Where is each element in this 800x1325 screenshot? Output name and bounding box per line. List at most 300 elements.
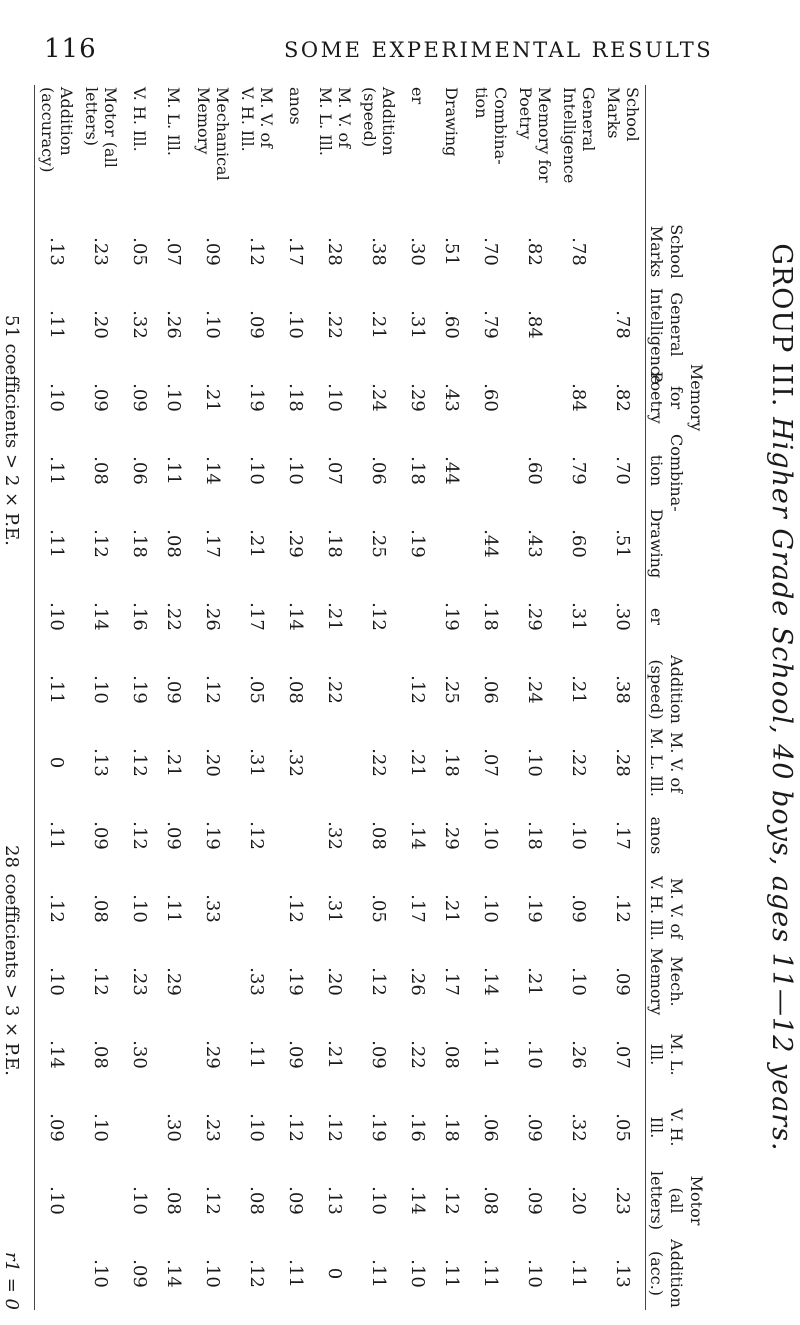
- correlation-cell: .21: [163, 748, 185, 777]
- column-header-line: Intelligence: [647, 288, 666, 385]
- correlation-cell: .05: [612, 1113, 634, 1142]
- correlation-cell: .09: [35, 1091, 80, 1164]
- correlation-cell: .10: [568, 821, 590, 850]
- correlation-cell: .10: [35, 361, 80, 434]
- row-label-line: anos: [286, 87, 306, 125]
- correlation-cell: .08: [441, 1040, 463, 1069]
- column-header: [646, 726, 757, 799]
- correlation-cell: .25: [441, 675, 463, 704]
- column-header: [646, 1237, 757, 1310]
- correlation-cell: .18: [129, 529, 151, 558]
- column-header-line: M. V. of: [667, 877, 686, 940]
- correlation-cell: .29: [407, 383, 429, 412]
- correlation-cell: .30: [163, 1113, 185, 1142]
- correlation-cell: .60: [441, 310, 463, 339]
- correlation-cell: .10: [480, 894, 502, 923]
- correlation-cell: .19: [285, 967, 307, 996]
- row-label: [357, 85, 401, 215]
- table-row: [357, 85, 401, 1310]
- correlation-cell: .08: [90, 456, 112, 485]
- correlation-cell: .10: [324, 383, 346, 412]
- correlation-cell: .09: [129, 383, 151, 412]
- correlation-cell: [235, 872, 279, 945]
- table-row: [279, 85, 313, 1310]
- correlation-cell: .12: [246, 1259, 268, 1288]
- correlation-cell: .12: [368, 602, 390, 631]
- correlation-cell: .08: [246, 1186, 268, 1215]
- correlation-cell: .11: [441, 1259, 463, 1288]
- column-header-line: Poetry: [647, 371, 666, 424]
- correlation-cell: .14: [407, 821, 429, 850]
- correlation-cell: .38: [368, 237, 390, 266]
- correlation-cell: .21: [324, 602, 346, 631]
- running-head: [44, 34, 756, 74]
- correlation-cell: .11: [35, 288, 80, 361]
- column-header: [646, 507, 757, 580]
- column-header-line: letters): [647, 1170, 666, 1230]
- row-label-line: M. V. of: [257, 87, 276, 149]
- correlation-cell: .06: [480, 675, 502, 704]
- correlation-cell: .22: [407, 1040, 429, 1069]
- corner-cell: [646, 85, 757, 215]
- correlation-cell: .44: [441, 456, 463, 485]
- column-header-line: er: [647, 607, 666, 626]
- table-row: [401, 85, 435, 1310]
- table-row: [601, 85, 646, 1310]
- column-header-line: Motor: [687, 1175, 706, 1226]
- correlation-cell: .08: [90, 894, 112, 923]
- correlation-cell: .22: [368, 748, 390, 777]
- correlation-cell: .10: [202, 310, 224, 339]
- correlation-cell: .13: [324, 1186, 346, 1215]
- column-header-line: (all: [667, 1187, 686, 1214]
- correlation-cell: .14: [480, 967, 502, 996]
- correlation-cell: .82: [612, 383, 634, 412]
- correlation-cell: .06: [480, 1113, 502, 1142]
- row-label-line: Intelligence: [560, 87, 579, 184]
- column-header-line: V. H.: [667, 1108, 686, 1147]
- correlation-cell: .79: [480, 310, 502, 339]
- correlation-cell: .12: [202, 675, 224, 704]
- rotated-table-block: [1, 85, 800, 1310]
- row-label: [469, 85, 513, 215]
- table-row: [313, 85, 357, 1310]
- correlation-cell: .22: [324, 675, 346, 704]
- correlation-cell: .14: [202, 456, 224, 485]
- table-row: [435, 85, 469, 1310]
- row-label-line: Combina-: [491, 87, 510, 165]
- correlation-cell: [157, 1018, 191, 1091]
- table-row: [557, 85, 601, 1310]
- column-header: [646, 1018, 757, 1091]
- row-label-line: Motor (all: [101, 87, 120, 168]
- correlation-cell: .14: [285, 602, 307, 631]
- column-header-line: Addition: [667, 1239, 686, 1308]
- correlation-cell: .51: [612, 529, 634, 558]
- correlation-cell: .12: [90, 529, 112, 558]
- row-label-line: Memory for: [535, 87, 554, 183]
- correlation-cell: .32: [129, 310, 151, 339]
- correlation-cell: .12: [35, 872, 80, 945]
- correlation-cell: .60: [568, 529, 590, 558]
- column-header: [646, 288, 757, 385]
- correlation-cell: .17: [246, 602, 268, 631]
- correlation-cell: .17: [612, 821, 634, 850]
- table-title-group: GROUP III.: [766, 243, 797, 408]
- correlation-cell: .23: [90, 237, 112, 266]
- column-header-line: anos: [647, 816, 666, 855]
- correlation-cell: .11: [35, 434, 80, 507]
- correlation-cell: .17: [202, 529, 224, 558]
- correlation-cell: .19: [407, 529, 429, 558]
- correlation-cell: .24: [524, 675, 546, 704]
- correlation-cell: .31: [407, 310, 429, 339]
- correlation-cell: .09: [90, 821, 112, 850]
- running-title: SOME EXPERIMENTAL RESULTS: [284, 38, 714, 62]
- table-row: [191, 85, 235, 1310]
- correlation-cell: .11: [480, 1040, 502, 1069]
- correlation-cell: .05: [129, 237, 151, 266]
- footnote-3pe: 28 coefficients > 3 × P.E.: [1, 845, 22, 1076]
- correlation-cell: .20: [90, 310, 112, 339]
- correlation-cell: .21: [202, 383, 224, 412]
- footer-notes: [0, 85, 26, 1310]
- correlation-cell: .18: [407, 456, 429, 485]
- row-label-line: letters): [82, 87, 101, 147]
- correlation-cell: .10: [90, 1113, 112, 1142]
- correlation-cell: .33: [246, 967, 268, 996]
- correlation-cell: .11: [163, 456, 185, 485]
- row-label: [191, 85, 235, 215]
- row-label: [157, 85, 191, 215]
- correlation-cell: .16: [407, 1113, 429, 1142]
- correlation-cell: .28: [324, 237, 346, 266]
- correlation-cell: .12: [285, 1113, 307, 1142]
- row-label: [513, 85, 557, 215]
- column-header-line: (acc.): [647, 1250, 666, 1297]
- correlation-cell: .22: [324, 310, 346, 339]
- correlation-cell: .10: [407, 1259, 429, 1288]
- column-header-line: Mech.: [667, 956, 686, 1007]
- row-label-line: Mechanical: [213, 87, 232, 181]
- correlation-cell: .17: [441, 967, 463, 996]
- correlation-cell: [79, 1164, 123, 1237]
- correlation-cell: .22: [163, 602, 185, 631]
- correlation-cell: .20: [568, 1186, 590, 1215]
- correlation-cell: .78: [612, 310, 634, 339]
- correlation-cell: .10: [568, 967, 590, 996]
- correlation-cell: .11: [163, 894, 185, 923]
- correlation-cell: .12: [129, 821, 151, 850]
- row-label: [35, 85, 80, 215]
- correlation-cell: .70: [612, 456, 634, 485]
- correlation-cell: .10: [368, 1186, 390, 1215]
- column-header-line: School: [667, 224, 686, 279]
- row-label: [79, 85, 123, 215]
- row-label-line: Marks: [604, 87, 623, 139]
- correlation-cell: .21: [246, 529, 268, 558]
- correlation-cell: [469, 434, 513, 507]
- row-label-line: School: [623, 87, 642, 142]
- page-number: 116: [44, 34, 97, 64]
- correlation-cell: .08: [285, 675, 307, 704]
- correlation-cell: .30: [407, 237, 429, 266]
- column-header: [646, 1164, 757, 1237]
- correlation-cell: .79: [568, 456, 590, 485]
- correlation-cell: .10: [129, 1186, 151, 1215]
- column-header-line: General: [667, 292, 686, 357]
- table-row: [79, 85, 123, 1310]
- row-label-line: M. L. Ill.: [316, 87, 335, 156]
- correlation-cell: .10: [35, 1164, 80, 1237]
- row-label-line: Addition: [379, 87, 398, 156]
- correlation-cell: .07: [480, 748, 502, 777]
- column-header: [646, 434, 757, 512]
- row-label-line: tion: [472, 87, 491, 119]
- correlation-cell: .29: [202, 1040, 224, 1069]
- correlation-cell: .10: [285, 310, 307, 339]
- row-label-line: er: [408, 87, 428, 105]
- correlation-cell: .11: [285, 1259, 307, 1288]
- correlation-cell: .21: [324, 1040, 346, 1069]
- correlation-cell: .19: [129, 675, 151, 704]
- correlation-cell: .19: [441, 602, 463, 631]
- correlation-cell: .12: [324, 1113, 346, 1142]
- correlation-cell: .12: [129, 748, 151, 777]
- correlation-cell: .30: [129, 1040, 151, 1069]
- correlation-cell: 0: [324, 1267, 346, 1280]
- row-label: [601, 85, 646, 215]
- correlation-cell: .09: [163, 675, 185, 704]
- column-header-line: tion: [647, 454, 666, 487]
- row-label: [279, 85, 313, 215]
- correlation-cell: .10: [524, 1040, 546, 1069]
- correlation-cell: [313, 726, 357, 799]
- correlation-cell: .09: [163, 821, 185, 850]
- correlation-cell: .10: [524, 748, 546, 777]
- correlation-cell: .21: [524, 967, 546, 996]
- correlation-cell: .19: [202, 821, 224, 850]
- correlation-cell: .24: [368, 383, 390, 412]
- column-header: [646, 215, 757, 288]
- correlation-cell: .10: [163, 383, 185, 412]
- correlation-cell: .60: [524, 456, 546, 485]
- row-label: [313, 85, 357, 215]
- correlation-cell: .10: [202, 1259, 224, 1288]
- column-header: [646, 945, 757, 1018]
- column-header-line: Drawing: [647, 508, 666, 579]
- correlation-cell: .11: [35, 799, 80, 872]
- row-label-line: V. H. Ill.: [130, 87, 150, 152]
- correlation-cell: .23: [612, 1186, 634, 1215]
- correlation-cell: .14: [35, 1018, 80, 1091]
- correlation-cell: .14: [90, 602, 112, 631]
- correlation-cell: .84: [568, 383, 590, 412]
- correlation-cell: .32: [324, 821, 346, 850]
- correlation-cell: .29: [163, 967, 185, 996]
- correlation-cell: [123, 1091, 157, 1164]
- correlation-cell: .31: [324, 894, 346, 923]
- correlation-cell: .19: [246, 383, 268, 412]
- correlation-cell: .43: [524, 529, 546, 558]
- table-row: [157, 85, 191, 1310]
- correlation-cell: .10: [246, 456, 268, 485]
- correlation-cell: .11: [35, 507, 80, 580]
- column-header: [646, 580, 757, 653]
- row-label: [435, 85, 469, 215]
- correlation-cell: .12: [368, 967, 390, 996]
- correlation-cell: .10: [90, 1259, 112, 1288]
- correlation-cell: .38: [612, 675, 634, 704]
- correlation-cell: .31: [246, 748, 268, 777]
- table-row: [35, 85, 80, 1310]
- correlation-cell: .82: [524, 237, 546, 266]
- correlation-cell: .26: [163, 310, 185, 339]
- column-header: [646, 1091, 757, 1164]
- column-header-line: Combina-: [667, 434, 686, 512]
- column-header-line: M. L.: [667, 1033, 686, 1076]
- correlation-cell: .10: [129, 894, 151, 923]
- correlation-cell: .70: [480, 237, 502, 266]
- correlation-cell: .09: [285, 1186, 307, 1215]
- correlation-cell: [279, 799, 313, 872]
- correlation-cell: .07: [612, 1040, 634, 1069]
- table-row: [123, 85, 157, 1310]
- correlation-cell: .51: [441, 237, 463, 266]
- column-header-line: Marks: [647, 225, 666, 278]
- correlation-cell: .11: [568, 1259, 590, 1288]
- row-label-line: (speed): [360, 87, 379, 148]
- row-label: [557, 85, 601, 215]
- correlation-cell: .43: [441, 383, 463, 412]
- correlation-cell: .12: [407, 675, 429, 704]
- correlation-cell: .21: [368, 310, 390, 339]
- correlation-cell: .25: [368, 529, 390, 558]
- correlation-cell: .07: [324, 456, 346, 485]
- correlation-cell: .60: [480, 383, 502, 412]
- correlation-cell: .20: [202, 748, 224, 777]
- correlation-cell: .10: [524, 1259, 546, 1288]
- correlation-cell: .11: [480, 1259, 502, 1288]
- correlation-cell: .05: [246, 675, 268, 704]
- correlation-cell: .17: [285, 237, 307, 266]
- correlation-cell: .20: [324, 967, 346, 996]
- column-header-line: for: [667, 385, 686, 410]
- correlation-cell: .09: [368, 1040, 390, 1069]
- column-header-line: Memory: [687, 363, 706, 432]
- correlation-cell: .84: [524, 310, 546, 339]
- column-header-line: M. V. of: [667, 731, 686, 794]
- correlation-cell: .78: [568, 237, 590, 266]
- correlation-cell: [357, 653, 401, 726]
- column-header: [646, 361, 757, 434]
- table-title: [762, 85, 800, 1310]
- correlation-cell: .29: [285, 529, 307, 558]
- correlation-cell: .09: [524, 1113, 546, 1142]
- correlation-cell: .18: [285, 383, 307, 412]
- correlation-cell: .10: [90, 675, 112, 704]
- correlation-cell: .30: [612, 602, 634, 631]
- correlation-cell: .08: [368, 821, 390, 850]
- correlation-cell: .32: [285, 748, 307, 777]
- correlation-cell: .11: [35, 653, 80, 726]
- column-header-line: V. H. Ill.: [647, 876, 666, 941]
- table-row: [235, 85, 279, 1310]
- correlation-cell: .18: [524, 821, 546, 850]
- column-header-line: Memory: [647, 947, 666, 1016]
- correlation-cell: .08: [163, 529, 185, 558]
- correlation-cell: .09: [246, 310, 268, 339]
- correlation-cell: .14: [407, 1186, 429, 1215]
- correlation-cell: .08: [480, 1186, 502, 1215]
- correlation-cell: .12: [90, 967, 112, 996]
- row-label: [401, 85, 435, 215]
- correlation-cell: .23: [129, 967, 151, 996]
- correlation-cell: .26: [202, 602, 224, 631]
- correlation-cell: .29: [524, 602, 546, 631]
- row-label-line: Drawing: [442, 87, 462, 157]
- correlation-cell: .13: [90, 748, 112, 777]
- column-header-line: Ill.: [647, 1043, 666, 1066]
- correlation-cell: .29: [441, 821, 463, 850]
- correlation-cell: .14: [163, 1259, 185, 1288]
- correlation-cell: [557, 288, 601, 361]
- correlation-cell: .10: [246, 1113, 268, 1142]
- correlation-cell: .12: [612, 894, 634, 923]
- row-label-line: Addition: [57, 87, 76, 156]
- correlation-cell: .10: [480, 821, 502, 850]
- correlation-cell: .32: [568, 1113, 590, 1142]
- correlation-cell: .16: [129, 602, 151, 631]
- header-row: [646, 85, 757, 1310]
- footnote-r1: r1 = 0: [1, 1251, 22, 1310]
- correlation-cell: .13: [612, 1259, 634, 1288]
- row-label-line: Poetry: [516, 87, 535, 140]
- correlation-cell: .31: [568, 602, 590, 631]
- correlation-cell: [513, 361, 557, 434]
- correlation-cell: .11: [246, 1040, 268, 1069]
- table-row: [513, 85, 557, 1310]
- correlation-cell: .12: [441, 1186, 463, 1215]
- correlation-cell: .09: [612, 967, 634, 996]
- correlation-cell: .07: [163, 237, 185, 266]
- row-label: [123, 85, 157, 215]
- footnote-2pe: 51 coefficients > 2 × P.E.: [1, 315, 22, 546]
- table-title-description: Higher Grade School, 40 boys, ages 11—12 years.: [766, 417, 797, 1152]
- correlation-cell: .26: [568, 1040, 590, 1069]
- row-label-line: General: [579, 87, 598, 152]
- correlation-cell: .12: [202, 1186, 224, 1215]
- correlation-cell: .18: [441, 1113, 463, 1142]
- correlation-cell: .44: [480, 529, 502, 558]
- correlation-cell: .12: [285, 894, 307, 923]
- correlation-cell: .18: [441, 748, 463, 777]
- correlation-cell: .21: [568, 675, 590, 704]
- row-label-line: Memory: [194, 87, 213, 155]
- correlation-cell: .12: [246, 237, 268, 266]
- correlation-cell: .09: [524, 1186, 546, 1215]
- correlation-cell: .18: [480, 602, 502, 631]
- correlation-cell: 0: [35, 726, 80, 799]
- correlation-cell: .08: [90, 1040, 112, 1069]
- correlation-cell: [601, 215, 646, 288]
- table-row: [469, 85, 513, 1310]
- correlation-cell: .09: [202, 237, 224, 266]
- correlation-cell: .13: [35, 215, 80, 288]
- column-header: [646, 872, 757, 945]
- correlation-cell: [191, 945, 235, 1018]
- row-label-line: V. H. Ill.: [238, 87, 257, 152]
